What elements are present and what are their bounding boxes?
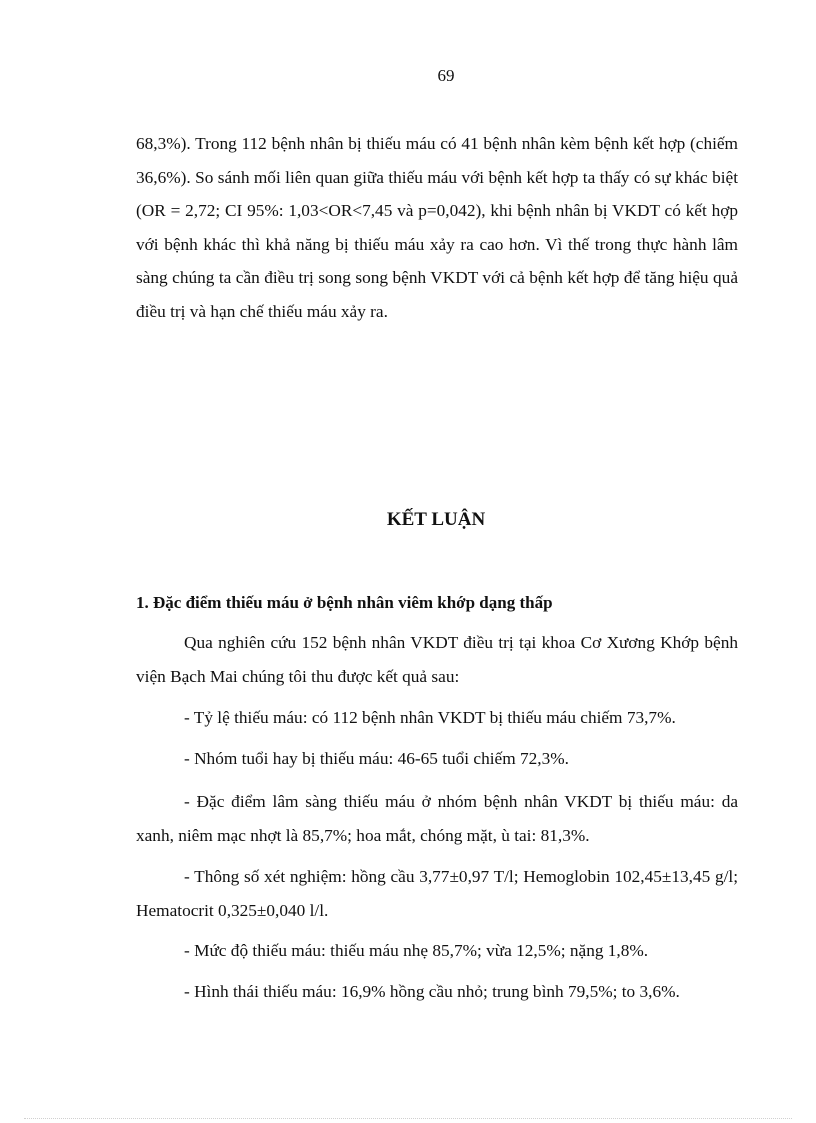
list-item: - Hình thái thiếu máu: 16,9% hồng cầu nhỏ; trung bình 79,5%; to 3,6%. bbox=[184, 982, 680, 1001]
section-title: 1. Đặc điểm thiếu máu ở bệnh nhân viêm khớp dạng thấp bbox=[136, 593, 553, 612]
conclusion-heading: KẾT LUẬN bbox=[386, 509, 486, 530]
list-item: - Mức độ thiếu máu: thiếu máu nhẹ 85,7%; vừa 12,5%; nặng 1,8%. bbox=[184, 941, 649, 960]
list-item: - Thông số xét nghiệm: hồng cầu 3,77±0,97 T/l; Hemoglobin 102,45±13,45 g/l; Hematocrit 0,325±0,040 l/l. bbox=[136, 867, 738, 920]
list-item: - Đặc điểm lâm sàng thiếu máu ở nhóm bệnh nhân VKDT bị thiếu máu: da xanh, niêm mạc nhợt là 85,7%; hoa mắt, chóng mặt, ù tai: 81,3%. bbox=[136, 792, 738, 845]
list-item: - Nhóm tuổi hay bị thiếu máu: 46-65 tuổi chiếm 72,3%. bbox=[184, 749, 569, 768]
page-number: 69 bbox=[437, 66, 455, 85]
page-bottom-divider bbox=[24, 1118, 792, 1119]
section-intro: Qua nghiên cứu 152 bệnh nhân VKDT điều trị tại khoa Cơ Xương Khớp bệnh viện Bạch Mai chúng tôi thu được kết quả sau: bbox=[136, 633, 738, 686]
intro-paragraph: 68,3%). Trong 112 bệnh nhân bị thiếu máu có 41 bệnh nhân kèm bệnh kết hợp (chiếm 36,6%). So sánh mối liên quan giữa thiếu máu với bệnh kết hợp ta thấy có sự khác biệt (OR = 2,72; CI 95%: 1,03<OR<7,45 và p=0,042), khi bệnh nhân bị VKDT có kết hợp với bệnh khác thì khả năng bị thiếu máu xảy ra cao hơn. Vì thế trong thực hành lâm sàng chúng ta cần điều trị song song bệnh VKDT với cả bệnh kết hợp để tăng hiệu quả điều trị và hạn chế thiếu máu xảy ra. bbox=[136, 134, 738, 321]
list-item: - Tỷ lệ thiếu máu: có 112 bệnh nhân VKDT bị thiếu máu chiếm 73,7%. bbox=[184, 708, 676, 727]
